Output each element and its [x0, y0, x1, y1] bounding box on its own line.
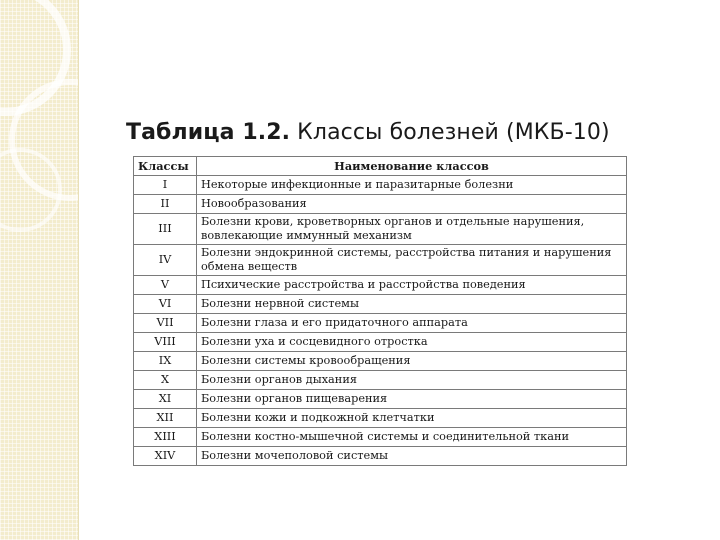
- class-number: VII: [134, 314, 197, 333]
- table-row: [134, 428, 627, 447]
- slide-title: [126, 120, 610, 145]
- class-name: Болезни костно-мышечной системы и соединительной ткани: [197, 428, 627, 447]
- table-row: [134, 314, 627, 333]
- class-name: Болезни органов пищеварения: [197, 390, 627, 409]
- class-name: Болезни системы кровообращения: [197, 352, 627, 371]
- table-row: [134, 276, 627, 295]
- table-row: [134, 195, 627, 214]
- class-number: VIII: [134, 333, 197, 352]
- class-name: Болезни крови, кроветворных органов и отдельные нарушения, вовлекающие иммунный механизм: [197, 214, 627, 245]
- class-name: Болезни органов дыхания: [197, 371, 627, 390]
- class-name: Болезни эндокринной системы, расстройства питания и нарушения обмена веществ: [197, 245, 627, 276]
- header-classes: Классы: [134, 157, 197, 176]
- table-row: [134, 295, 627, 314]
- table-row: [134, 390, 627, 409]
- class-number: III: [134, 214, 197, 245]
- decorative-side-panel: [0, 0, 79, 540]
- table-row: [134, 176, 627, 195]
- class-number: VI: [134, 295, 197, 314]
- class-number: I: [134, 176, 197, 195]
- class-number: XI: [134, 390, 197, 409]
- table-row: [134, 371, 627, 390]
- class-name: Психические расстройства и расстройства поведения: [197, 276, 627, 295]
- table-header-row: [134, 157, 627, 176]
- class-number: II: [134, 195, 197, 214]
- table-row: [134, 447, 627, 466]
- decorative-circles-graphic: [0, 0, 78, 540]
- title-table-number: Таблица 1.2.: [126, 120, 291, 145]
- table-row: [134, 333, 627, 352]
- disease-classes-table: [133, 156, 627, 466]
- class-name: Болезни кожи и подкожной клетчатки: [197, 409, 627, 428]
- class-name: Некоторые инфекционные и паразитарные болезни: [197, 176, 627, 195]
- class-number: IX: [134, 352, 197, 371]
- class-name: Болезни мочеполовой системы: [197, 447, 627, 466]
- class-name: Болезни нервной системы: [197, 295, 627, 314]
- class-number: IV: [134, 245, 197, 276]
- table-row: [134, 214, 627, 245]
- header-class-names: Наименование классов: [197, 157, 627, 176]
- class-number: X: [134, 371, 197, 390]
- class-name: Болезни уха и сосцевидного отростка: [197, 333, 627, 352]
- class-number: V: [134, 276, 197, 295]
- class-number: XIV: [134, 447, 197, 466]
- class-name: Новообразования: [197, 195, 627, 214]
- class-name: Болезни глаза и его придаточного аппарата: [197, 314, 627, 333]
- table-row: [134, 245, 627, 276]
- class-number: XII: [134, 409, 197, 428]
- table-row: [134, 352, 627, 371]
- class-number: XIII: [134, 428, 197, 447]
- title-text: Классы болезней (МКБ-10): [290, 120, 610, 145]
- table-row: [134, 409, 627, 428]
